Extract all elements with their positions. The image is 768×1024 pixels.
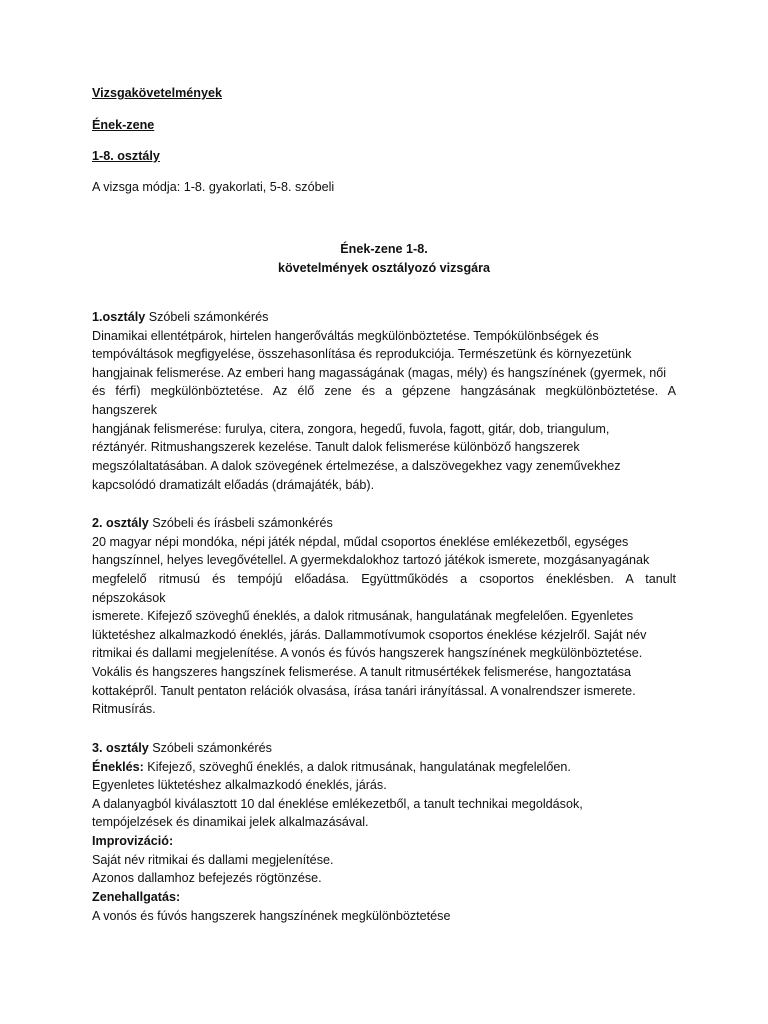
- grade2-line: népszokások: [92, 591, 166, 605]
- grade3-type: Szóbeli számonkérés: [148, 741, 272, 755]
- grade2-label: 2. osztály: [92, 516, 149, 530]
- grade1-line: és férfi) megkülönböztetése. Az élő zene és a gépzene hangzásának megkülönböztetése. A: [92, 384, 676, 398]
- grade3-line: Azonos dallamhoz befejezés rögtönzése.: [92, 871, 322, 885]
- grade3-line: tempójelzések és dinamikai jelek alkalmazásával.: [92, 815, 369, 829]
- grade2-line: Ritmusírás.: [92, 702, 156, 716]
- grade2-line: megfelelő ritmusú és tempójú előadása. Együttműködés a csoportos éneklésben. A tanult: [92, 572, 676, 586]
- grade1-type: Szóbeli számonkérés: [145, 310, 269, 324]
- listening-label: [92, 890, 180, 904]
- exam-mode: A vizsga módja: 1-8. gyakorlati, 5-8. szóbeli: [92, 180, 335, 194]
- grade2-line: Vokális és hangszeres hangszínek felismerése. A tanult ritmusértékek felismerése, hangoztatása: [92, 665, 632, 679]
- doc-subject: Ének-zene: [92, 118, 155, 132]
- grade1-line: megszólaltatásában. A dalok szövegének értelmezése, a dalszövegekhez vagy zeneművekhez: [92, 459, 621, 473]
- grade1-line: tempóváltások megfigyelése, összehasonlítása és reprodukciója. Természetünk és környezetünk: [92, 347, 632, 361]
- grade2-line: ritmikai és dallami megjelenítése. A vonós és fúvós hangszerek hangszínének megkülönböztetése.: [92, 646, 643, 660]
- grade1-heading: [92, 310, 268, 324]
- singing-label: Éneklés:: [92, 760, 144, 774]
- center-title-1: Ének-zene 1-8.: [340, 242, 428, 256]
- grade1-line: hangjainak felismerése. Az emberi hang magasságának (magas, mély) és hangszínének (gyermek, női: [92, 366, 667, 380]
- grade1-line: kapcsolódó dramatizált előadás (drámajáték, báb).: [92, 478, 375, 492]
- grade3-line: Egyenletes lüktetéshez alkalmazkodó éneklés, járás.: [92, 778, 387, 792]
- singing-text: Kifejező, szöveghű éneklés, a dalok ritmusának, hangulatának megfelelően.: [143, 760, 571, 774]
- improv-label: [92, 834, 173, 848]
- grade2-line: kottaképről. Tanult pentaton relációk olvasása, írása tanári irányítással. A vonalrendszer ismerete.: [92, 684, 636, 698]
- improv-label-text: Improvizáció:: [92, 834, 174, 848]
- grade3-singing: [92, 760, 571, 774]
- grade1-line: hangszerek: [92, 403, 158, 417]
- grade3-line: Saját név ritmikai és dallami megjelenítése.: [92, 853, 334, 867]
- listening-label-text: Zenehallgatás:: [92, 890, 181, 904]
- grade2-line: ismerete. Kifejező szöveghű éneklés, a dalok ritmusának, hangulatának megfelelően. Egyenletes: [92, 609, 634, 623]
- grade3-line: A dalanyagból kiválasztott 10 dal éneklése emlékezetből, a tanult technikai megoldások,: [92, 797, 583, 811]
- center-title-2: követelmények osztályozó vizsgára: [277, 261, 491, 275]
- grade2-line: hangszínnel, helyes levegővétellel. A gyermekdalokhoz tartozó játékok ismerete, mozgásanyagának: [92, 553, 650, 567]
- grade2-line: 20 magyar népi mondóka, népi játék népdal, műdal csoportos éneklése emlékezetből, egységes: [92, 535, 629, 549]
- grade1-line: hangjának felismerése: furulya, citera, zongora, hegedű, fuvola, fagott, gitár, dob, triangulum,: [92, 422, 610, 436]
- doc-grades: 1-8. osztály: [92, 149, 160, 163]
- grade3-line: A vonós és fúvós hangszerek hangszínének megkülönböztetése: [92, 909, 451, 923]
- grade3-label: 3. osztály: [92, 741, 149, 755]
- grade2-type: Szóbeli és írásbeli számonkérés: [148, 516, 333, 530]
- grade1-label: 1.osztály: [92, 310, 146, 324]
- grade1-line: Dinamikai ellentétpárok, hirtelen hangerőváltás megkülönböztetése. Tempókülönbségek és: [92, 329, 599, 343]
- doc-title: Vizsgakövetelmények: [92, 86, 222, 100]
- grade3-heading: [92, 741, 272, 755]
- grade1-line: réztányér. Ritmushangszerek kezelése. Tanult dalok felismerése különböző hangszerek: [92, 440, 580, 454]
- grade2-line: lüktetéshez alkalmazkodó éneklés, járás. Dallammotívumok csoportos éneklése kézjelről. Saját név: [92, 628, 647, 642]
- grade2-heading: [92, 516, 333, 530]
